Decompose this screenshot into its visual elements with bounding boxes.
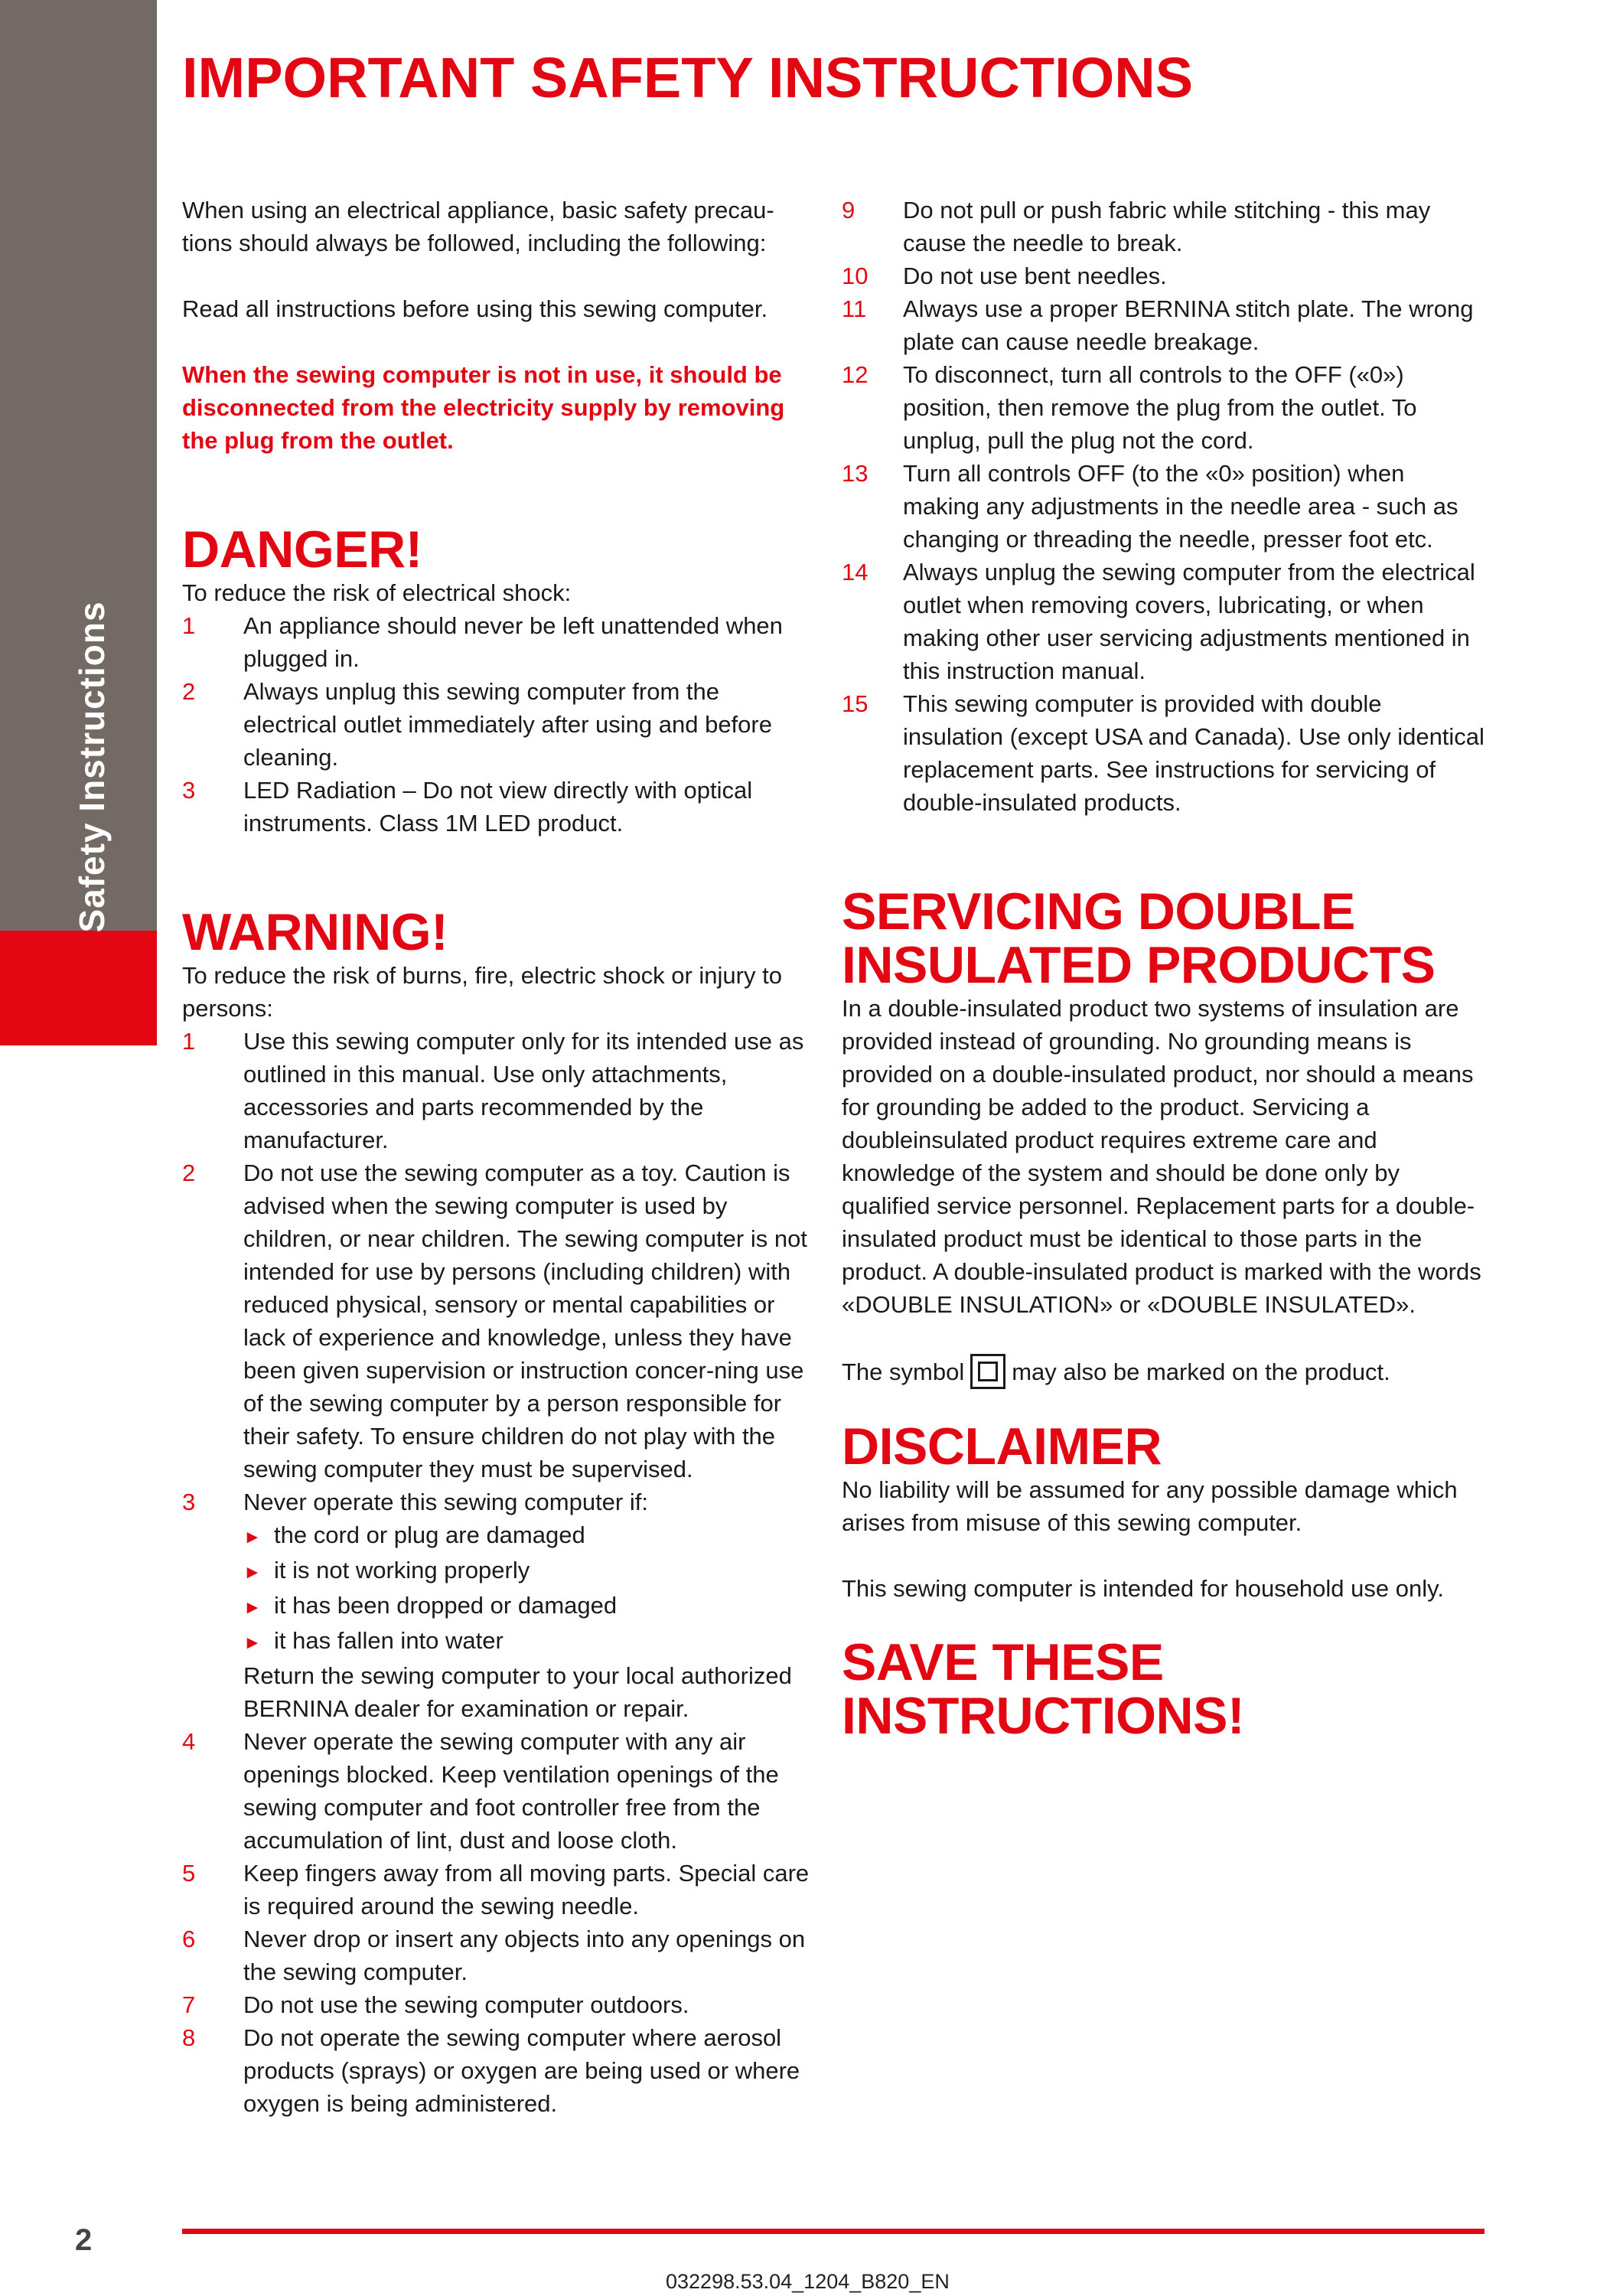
bullet-text: the cord or plug are damaged [274, 1521, 585, 1548]
list-item [842, 556, 1484, 687]
bullet-item [243, 1589, 817, 1624]
bullet-text: it is not working properly [274, 1557, 530, 1583]
item-text: This sewing computer is provided with double insulation (except USA and Canada). Use only identical replacement parts. See instructions for servicing of double-insulated products. [903, 690, 1484, 816]
item-text: Do not use bent needles. [903, 263, 1167, 289]
disclaimer-heading: DISCLAIMER [842, 1417, 1162, 1476]
save-heading-line1: SAVE THESE [842, 1633, 1164, 1691]
symbol-after-text: may also be marked on the product. [1012, 1358, 1390, 1385]
servicing-heading-line2: INSULATED PRODUCTS [842, 936, 1436, 994]
list-item [842, 194, 1484, 259]
unplug-warning-text: When the sewing computer is not in use, it should be disconnected from the electricity supply by removing the plug from the outlet. [182, 361, 785, 454]
list-item [182, 1025, 817, 1156]
item-text: Use this sewing computer only for its intended use as outlined in this manual. Use only attachments, accessories and parts recommended by the manufacturer. [243, 1028, 804, 1153]
item-body [243, 1486, 817, 1725]
item-text: An appliance should never be left unattended when plugged in. [243, 612, 783, 672]
document-code: 032298.53.04_1204_B820_EN [666, 2270, 950, 2293]
item-text: Keep fingers away from all moving parts. Special care is required around the sewing needle. [243, 1860, 810, 1919]
save-instructions-heading [842, 1633, 1484, 1745]
symbol-before-text: The symbol [842, 1358, 965, 1385]
right-column [842, 194, 1484, 1743]
warning-heading: WARNING! [182, 903, 448, 961]
item-number: 2 [182, 678, 196, 705]
conditions-list [243, 1518, 817, 1659]
item-text: Always use a proper BERNINA stitch plate. The wrong plate can cause needle breakage. [903, 295, 1474, 355]
item-number: 14 [842, 559, 869, 585]
footer-rule [182, 2229, 1484, 2234]
warning-lead: To reduce the risk of burns, fire, electric shock or injury to persons: [182, 962, 782, 1022]
sidebar-red-marker [0, 931, 157, 1045]
item-text: Turn all controls OFF (to the «0» position) when making any adjustments in the needle area - such as changing or threading the needle, presser foot etc. [903, 460, 1458, 553]
item-text: Always unplug this sewing computer from the electrical outlet immediately after using and before cleaning. [243, 678, 772, 771]
danger-list [182, 609, 817, 840]
item-number: 4 [182, 1728, 196, 1755]
item-text: Do not pull or push fabric while stitching - this may cause the needle to break. [903, 197, 1431, 256]
list-item [182, 2021, 817, 2120]
list-item [182, 1486, 817, 1725]
bullet-item [243, 1554, 817, 1589]
item-text: Never operate this sewing computer if: [243, 1489, 648, 1515]
read-instructions-text: Read all instructions before using this sewing computer. [182, 295, 768, 322]
item-number: 3 [182, 777, 196, 804]
household-use-text: This sewing computer is intended for household use only. [842, 1575, 1444, 1602]
bullet-text: it has fallen into water [274, 1627, 504, 1654]
item-text: Always unplug the sewing computer from the electrical outlet when removing covers, lubricating, or when making other user servicing adjustments mentioned in this instruction manual. [903, 559, 1475, 684]
item-number: 7 [182, 1991, 196, 2018]
symbol-line [842, 1354, 1484, 1389]
item-number: 13 [842, 460, 869, 487]
return-note: Return the sewing computer to your local authorized BERNINA dealer for examination or repair. [243, 1662, 792, 1722]
list-item [182, 1923, 817, 1988]
list-item [842, 259, 1484, 292]
continued-list [842, 194, 1484, 819]
servicing-heading-line1: SERVICING DOUBLE [842, 882, 1355, 941]
list-item [182, 1988, 817, 2021]
spacer [842, 1605, 1484, 1636]
servicing-body: In a double-insulated product two systems of insulation are provided instead of grounding. No grounding means is provided on a double-insulated product, nor should a means for grounding be added to the product. Servicing a doubleinsulated product requires extreme care and knowledge of the system and should be done only by qualified service personnel. Replacement parts for a double-insulated product must be identical to those parts in the product. A double-insulated product is marked with the words «DOUBLE INSULATION» or «DOUBLE INSULATED». [842, 995, 1481, 1318]
list-item [182, 675, 817, 774]
save-heading-line2: INSTRUCTIONS! [842, 1687, 1245, 1745]
left-column [182, 194, 817, 2120]
list-item [182, 1156, 817, 1486]
item-text: LED Radiation – Do not view directly with optical instruments. Class 1M LED product. [243, 777, 753, 837]
danger-lead: To reduce the risk of electrical shock: [182, 579, 572, 606]
item-text: Never operate the sewing computer with any air openings blocked. Keep ventilation openings of the sewing computer and foot controller free from the accumulation of lint, dust and loose cloth. [243, 1728, 779, 1854]
item-number: 15 [842, 690, 869, 717]
list-item [182, 1725, 817, 1857]
list-item [842, 457, 1484, 556]
bullet-text: it has been dropped or damaged [274, 1592, 618, 1619]
servicing-heading [842, 882, 1484, 994]
spacer [182, 840, 817, 905]
intro-paragraph: When using an electrical appliance, basic safety precau- tions should always be followed, including the following: [182, 197, 774, 256]
double-insulation-icon [970, 1354, 1005, 1389]
spacer [842, 819, 1484, 885]
item-number: 11 [842, 295, 867, 322]
item-text: Do not use the sewing computer as a toy. Caution is advised when the sewing computer is used by children, or near children. The sewing computer is not intended for use by persons (including children) with reduced physical, sensory or mental capabilities or lack of experience and knowledge, unless they have been given supervision or instruction concer-ning use of the sewing computer by a person responsible for their safety. To ensure children do not play with the sewing computer they must be supervised. [243, 1159, 807, 1482]
list-item [182, 609, 817, 675]
item-text: Do not use the sewing computer outdoors. [243, 1991, 689, 2018]
spacer [842, 1389, 1484, 1420]
disclaimer-text: No liability will be assumed for any possible damage which arises from misuse of this sewing computer. [842, 1476, 1458, 1536]
list-item [842, 687, 1484, 819]
item-number: 12 [842, 361, 869, 388]
bullet-item [243, 1624, 817, 1659]
item-text: To disconnect, turn all controls to the OFF («0») position, then remove the plug from the outlet. To unplug, pull the plug not the cord. [903, 361, 1417, 454]
page-title: IMPORTANT SAFETY INSTRUCTIONS [182, 46, 1194, 109]
item-number: 2 [182, 1159, 196, 1186]
item-number: 6 [182, 1926, 196, 1952]
list-item [182, 1857, 817, 1923]
triangle-bullet-icon: ► [243, 1597, 262, 1618]
warning-list [182, 1025, 817, 2120]
item-number: 8 [182, 2024, 196, 2051]
item-number: 1 [182, 1028, 196, 1055]
page-number: 2 [75, 2223, 93, 2257]
item-number: 1 [182, 612, 196, 639]
triangle-bullet-icon: ► [243, 1562, 262, 1583]
triangle-bullet-icon: ► [243, 1527, 262, 1548]
item-number: 10 [842, 263, 869, 289]
list-item [182, 774, 817, 840]
item-number: 9 [842, 197, 855, 223]
triangle-bullet-icon: ► [243, 1632, 262, 1653]
item-text: Never drop or insert any objects into any openings on the sewing computer. [243, 1926, 806, 1985]
spacer [182, 457, 817, 523]
list-item [842, 358, 1484, 457]
danger-heading: DANGER! [182, 520, 422, 579]
sidebar-label-text: Safety Instructions [72, 601, 112, 933]
list-item [842, 292, 1484, 358]
item-number: 3 [182, 1489, 196, 1515]
item-text: Do not operate the sewing computer where aerosol products (sprays) or oxygen are being used or where oxygen is being administered. [243, 2024, 800, 2117]
bullet-item [243, 1518, 817, 1554]
item-number: 5 [182, 1860, 196, 1887]
